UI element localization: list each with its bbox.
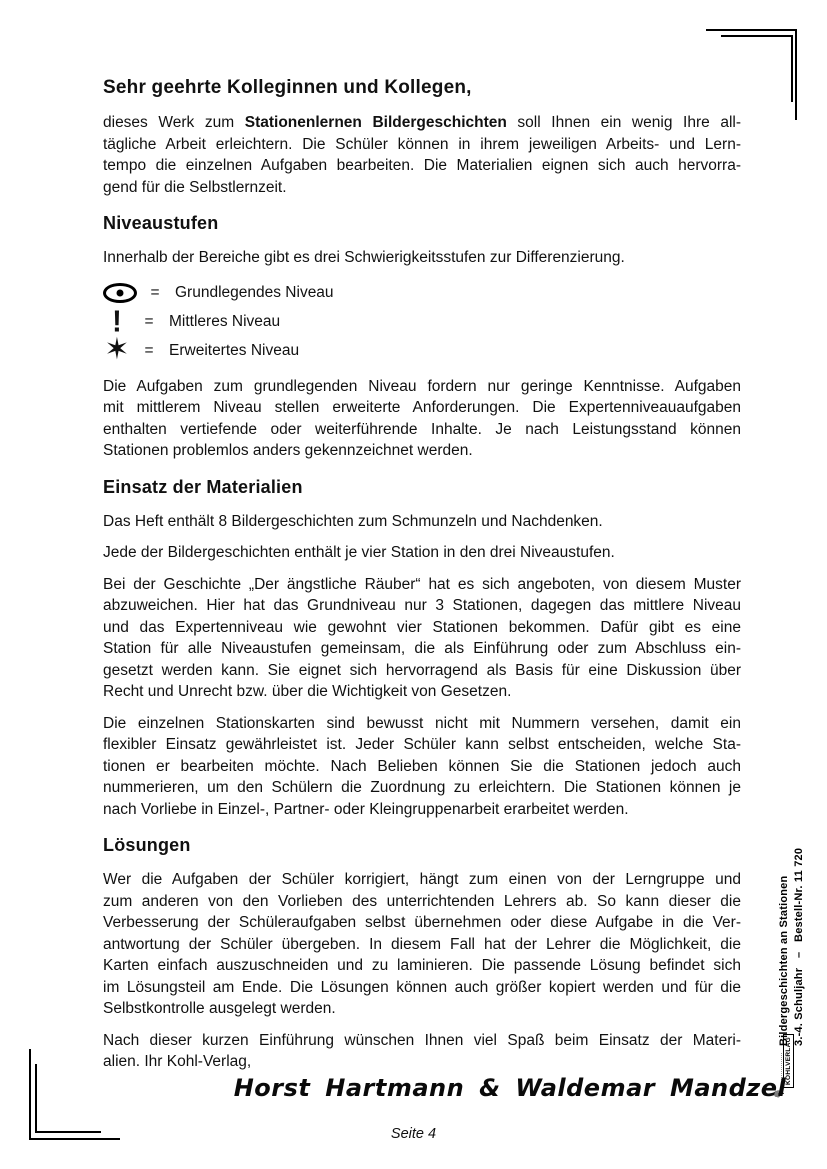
text-line: Wer die Aufgaben der Schüler korrigiert, hängt zum einen von der Lerngruppe und [103,871,741,888]
text-line: zum anderen von den Vorlieben des unterrichtenden Lehrers ab. So kann dieser die [103,892,741,910]
text-line: Verbesserung der Schüleraufgaben selbst übernehmen oder diese Aufgabe in die Ver- [103,914,741,931]
text-line: gesetzt werden kann. Sie eignet sich hervorragend als Basis für eine Diskussion über [103,661,741,679]
exclamation-icon: ! [112,304,122,339]
spine-info [777,847,809,1046]
document-body [103,0,741,1083]
niveau-label: Mittleres Niveau [169,313,281,330]
equals-sign: = [144,313,154,330]
niveau-item [103,304,741,339]
text-line: abzuweichen. Hier hat das Grundniveau nur 3 Stationen, dagegen das mittlere Niveau [103,597,741,614]
authors-signature: Horst Hartmann & Waldemar Mandzel [233,1074,787,1102]
text-line: Das Heft enthält 8 Bildergeschichten zum Schmunzeln und Nachdenken. [103,512,603,530]
text-line: Stationen problemlos anders gekennzeichnet werden. [103,442,473,459]
text-line: tempo die einzelnen Aufgaben bearbeiten. Die Materialien eignen sich auch hervorra- [103,157,741,174]
equals-sign: = [144,342,154,359]
paragraph [103,112,741,198]
niveau-item [103,331,741,367]
text-line: Die Aufgaben zum grundlegenden Niveau fordern nur geringe Kenntnisse. Aufgaben [103,377,741,395]
paragraph [103,713,741,821]
niveau-label: Grundlegendes Niveau [175,284,334,301]
publisher-name: KOHLVERLAG [783,1034,794,1088]
text-line: flexibler Einsatz gewährleistet ist. Jeder Schüler kann selbst entscheiden, welche Sta- [103,736,741,753]
paragraph [103,574,741,703]
spine-order-number: 3.-4. Schuljahr – Bestell-Nr. 11 720 [793,847,805,1046]
greeting-heading: Sehr geehrte Kolleginnen und Kollegen, [103,77,472,98]
niveau-legend [103,279,741,366]
text-line: Innerhalb der Bereiche gibt es drei Schwierigkeitsstufen zur Differenzierung. [103,249,625,266]
star-icon: ✶ [104,331,130,367]
text-line: mit mittlerem Niveau stellen erweiterte Anforderungen. Die Expertenniveauaufgaben [103,399,741,416]
text-line: im Lösungsteil am Ende. Die Lösungen können auch größer kopiert werden und für die [103,978,741,996]
text-line: Recht und Unrecht bzw. über die Wichtigkeit von Gesetzen. [103,683,512,700]
equals-sign: = [150,284,160,301]
section-heading: Lösungen [103,835,191,855]
paragraph [103,247,741,269]
target-icon [103,283,137,303]
spine-series-title: Bildergeschichten an Stationen [778,875,790,1046]
text-line: tägliche Arbeit erleichtern. Die Schüler können in ihrem jeweiligen Arbeits- und Lern- [103,135,741,153]
page-number: Seite 4 [390,1126,437,1142]
text-line: nummerieren, um den Schülern die Zuordnung zu erleichtern. Die Stationen können je [103,779,741,796]
text-line: Jede der Bildergeschichten enthält je vier Station in den drei Niveaustufen. [103,544,615,561]
text-line: tionen er bearbeiten möchte. Nach Belieben können Sie die Stationen jedoch auch [103,757,741,775]
section-heading: Einsatz der Materialien [103,476,303,497]
corner-frame-bottom-left-inner [35,1064,101,1133]
paragraph [103,542,741,564]
paragraph [103,511,741,533]
text-line: gend für die Selbstlernzeit. [103,178,287,196]
text-line: antwortung der Schüler übergeben. In diesem Fall hat der Lehrer die Möglichkeit, die [103,935,741,953]
text-line: enthalten vertiefende oder weiterführende Inhalte. Je nach Leistungsstand können [103,420,741,438]
text-line: Station für alle Niveaustufen gemeinsam, die als Einführung oder zum Abschluss ein- [103,640,741,657]
text-line: Karten einfach auszuschneiden und zu laminieren. Die passende Lösung befindet sich [103,957,741,974]
text-line: dieses Werk zum Stationenlernen Bildergeschichten soll Ihnen ein wenig Ihre all- [103,114,741,131]
paragraph [103,1030,741,1073]
section-heading: Niveaustufen [103,213,219,233]
niveau-label: Erweitertes Niveau [169,342,300,359]
text-line: alien. Ihr Kohl-Verlag, [103,1053,252,1070]
text-line: Bei der Geschichte „Der ängstliche Räuber“ hat es sich angeboten, von diesem Muster [103,575,741,593]
text-line: Die einzelnen Stationskarten sind bewusst nicht mit Nummern versehen, damit ein [103,714,741,732]
paragraph [103,869,741,1020]
paragraph [103,376,741,462]
text-line: nach Vorliebe in Einzel-, Partner- oder Kleingruppenarbeit erarbeitet werden. [103,800,629,818]
text-line: Nach dieser kurzen Einführung wünschen Ihnen viel Spaß beim Einsatz der Materi- [103,1031,741,1049]
text-line: Selbstkontrolle ausgelegt werden. [103,1000,336,1017]
text-line: und das Expertenniveau wie gewohnt vier Stationen bekommen. Dafür gibt es eine [103,618,741,636]
niveau-item [103,279,741,308]
